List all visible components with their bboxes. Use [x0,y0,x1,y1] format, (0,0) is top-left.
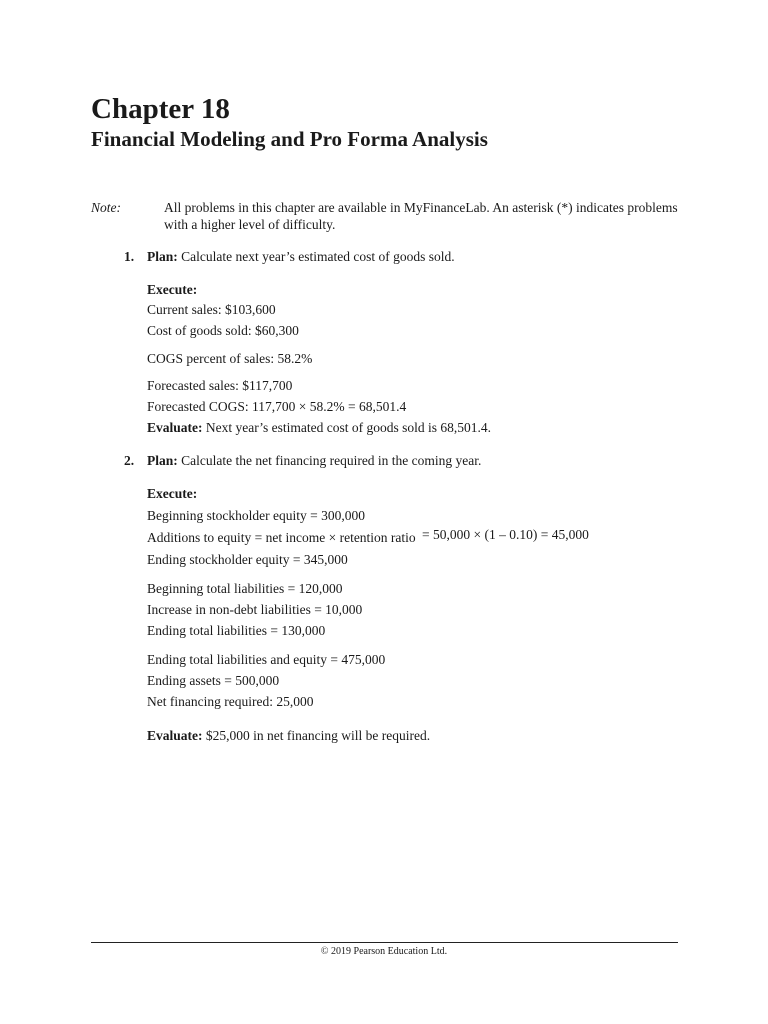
problem-1-execute-label: Execute: [147,282,198,297]
problem-2-plan [147,452,481,469]
problem-2-line-liabilities-and-equity: Ending total liabilities and equity = 475,000 [147,652,386,667]
problem-2-line-beginning-equity: Beginning stockholder equity = 300,000 [147,508,365,523]
problem-1-line-cogs-percent: COGS percent of sales: 58.2% [147,351,313,366]
problem-2-line-ending-liabilities: Ending total liabilities = 130,000 [147,623,326,638]
problem-2-line-ending-assets: Ending assets = 500,000 [147,673,280,688]
footer-divider [91,942,678,943]
problem-2-line-ending-equity: Ending stockholder equity = 345,000 [147,552,348,567]
problem-1-line-forecasted-cogs: Forecasted COGS: 117,700 × 58.2% = 68,501.4 [147,399,407,414]
plan-text: Calculate next year’s estimated cost of goods sold. [181,249,455,264]
note-label: Note: [91,200,121,215]
problem-1-plan [147,248,455,265]
evaluate-label: Evaluate: [147,420,203,435]
problem-2-line-beginning-liabilities: Beginning total liabilities = 120,000 [147,581,343,596]
problem-1-line-cogs: Cost of goods sold: $60,300 [147,323,299,338]
problem-1-number: 1. [124,249,135,264]
evaluate-label: Evaluate: [147,728,203,743]
evaluate-text: $25,000 in net financing will be required. [205,728,431,743]
problem-1-line-current-sales: Current sales: $103,600 [147,302,276,317]
plan-text: Calculate the net financing required in the coming year. [181,453,482,468]
problem-1-evaluate [147,419,491,436]
note-text-line-2: with a higher level of difficulty. [164,217,336,232]
chapter-title: Chapter 18 [91,93,230,125]
problem-2-line-additions-to-equity: Additions to equity = net income × retention ratio [147,530,416,545]
footer-copyright: © 2019 Pearson Education Ltd. [320,946,448,957]
note-text-line-1: All problems in this chapter are available in MyFinanceLab. An asterisk (*) indicates problems [164,200,678,215]
problem-2-evaluate [147,727,430,744]
plan-label: Plan: [147,453,178,468]
evaluate-text: Next year’s estimated cost of goods sold is 68,501.4. [205,420,491,435]
problem-2-line-additions-formula: = 50,000 × (1 – 0.10) = 45,000 [422,527,589,542]
chapter-subtitle: Financial Modeling and Pro Forma Analysis [91,127,488,151]
plan-label: Plan: [147,249,178,264]
problem-2-execute-label: Execute: [147,486,198,501]
problem-2-line-increase-liabilities: Increase in non-debt liabilities = 10,000 [147,602,363,617]
problem-1-line-forecasted-sales: Forecasted sales: $117,700 [147,378,293,393]
problem-2-number: 2. [124,453,135,468]
problem-2-line-net-financing: Net financing required: 25,000 [147,694,314,709]
